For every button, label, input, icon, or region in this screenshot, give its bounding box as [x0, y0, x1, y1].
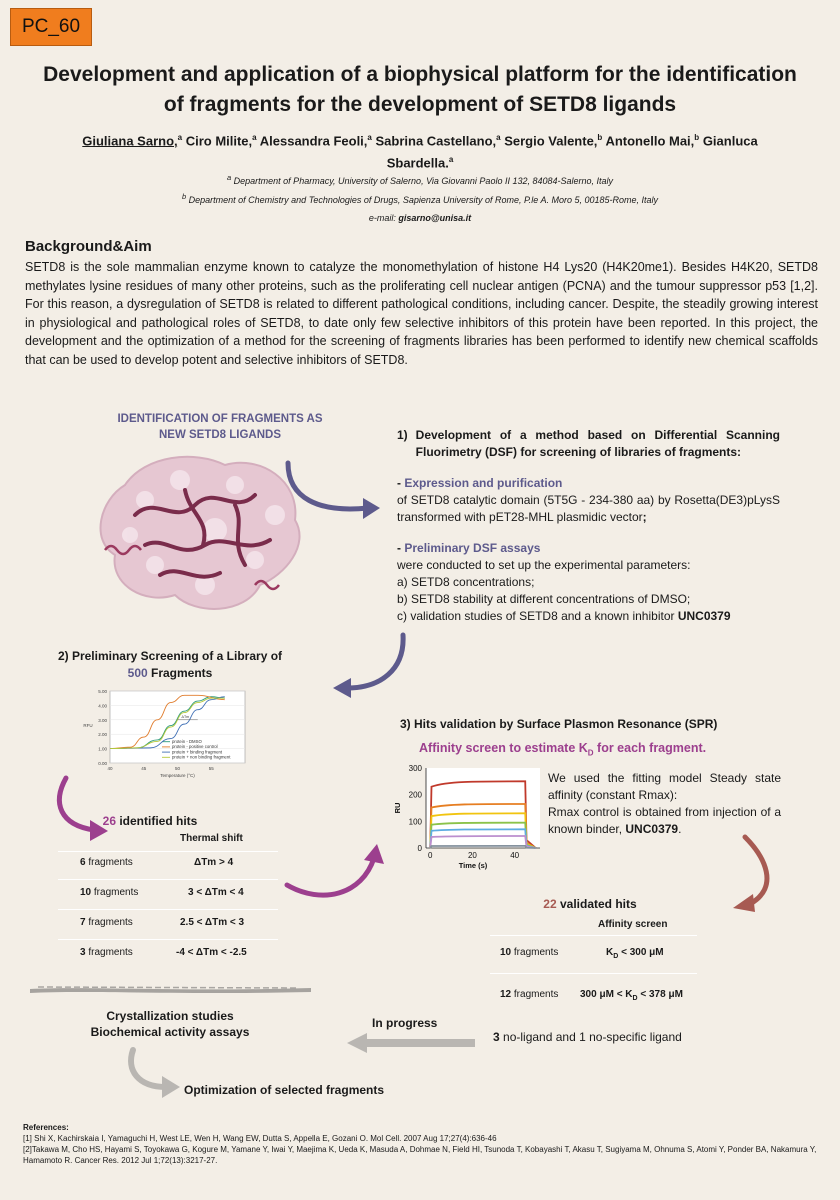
x-tick-label: 40 [510, 851, 520, 860]
y-tick-label: 0 [417, 844, 422, 853]
table-row: 6 fragments ΔTm > 4 [80, 857, 234, 868]
y-tick-label: 5.00 [98, 689, 107, 694]
poster-title: Development and application of a biophysical platform for the identification of fragments for the development of SETD8 ligands [43, 63, 797, 116]
spr-description: We used the fitting model Steady state affinity (constant Rmax): Rmax control is obtained from injection of a known binder, UNC0379. [548, 771, 781, 836]
author: Sergio Valente, [504, 133, 598, 149]
affiliation-b: $^b$ Department of Chemistry and Technologies of Drugs, Sapienza University of Rome, P.le A. Moro 5, 00185-Rome, Italy [181, 192, 659, 205]
curved-arrow-icon [282, 840, 392, 910]
legend-entry: protein - positive control [172, 744, 218, 750]
reference-item: [2]Takawa M, Cho HS, Hayami S, Toyokawa G, Kogure M, Yamane Y, Iwai Y, Maejima K, Ueda K, Masuda A, Dohmae N, Field HI, Tsunoda T, Kobayashi T, Akasu T, Sugiyama M, Ohnuma S, Atomi Y, Ponder BA, Nakamura Y, Hamamoto R. Cancer Res. 2012 Jul 1;72(13):3217-27. [23, 1145, 817, 1165]
section-2-heading: 2) Preliminary Screening of a Library of 500 Fragments [57, 649, 283, 680]
identified-hits-heading: 26 identified hits [102, 814, 198, 828]
table-row: 3 fragments -4 < ΔTm < -2.5 [80, 947, 247, 958]
y-tick-label: 300 [408, 764, 422, 773]
y-tick-label: 200 [408, 790, 422, 800]
curved-arrow-icon [42, 773, 117, 845]
section-1 [397, 427, 780, 625]
table-row: 7 fragments 2.5 < ΔTm < 3 [80, 917, 245, 928]
table-row: 10 fragments 3 < ΔTm < 4 [80, 887, 244, 898]
author: Antonello Mai, [605, 133, 695, 149]
y-tick-label: 100 [408, 817, 422, 827]
section-3-heading: 3) Hits validation by Surface Plasmon Resonance (SPR) [400, 717, 718, 731]
curved-arrow-icon [325, 630, 415, 700]
y-tick-label: 1.00 [98, 746, 107, 752]
section-3-subheading: Affinity screen to estimate $K_D$ for each fragment. [419, 741, 707, 758]
no-ligand-note: 3 no-ligand and 1 no-specific ligand [493, 1030, 682, 1044]
table-header: Thermal shift [180, 833, 243, 844]
x-axis-label: Time (s) [458, 861, 488, 870]
email-link[interactable]: gisarno@unisa.it [398, 213, 472, 223]
in-progress-label: In progress [372, 1016, 438, 1030]
validated-hits-heading: 22 validated hits [543, 897, 637, 911]
author: Sabrina Castellano, [375, 133, 497, 149]
x-tick-label: 55 [208, 766, 214, 771]
curved-arrow-icon [725, 832, 800, 917]
x-tick-label: 45 [141, 766, 147, 771]
table-header: Affinity screen [598, 919, 668, 930]
future-work: Crystallization studies Biochemical activity assays [90, 1009, 250, 1039]
y-axis-label: RFU [83, 723, 93, 728]
background-heading: Background&Aim [25, 238, 152, 255]
section-1-heading: 1) Development of a method based on Differential Scanning Fluorimetry (DSF) for screening of libraries of fragments: [397, 428, 780, 459]
author: Giuliana Sarno, [82, 133, 178, 149]
identification-heading: IDENTIFICATION OF FRAGMENTS AS NEW SETD8 LIGANDS [117, 413, 323, 441]
y-tick-label: 2.00 [98, 732, 107, 738]
dsf-block: - Preliminary DSF assays were conducted to set up the experimental parameters: a) SETD8 concentrations; b) SETD8 stability at different concentrations of DMSO; c) validation studies of SETD8 and a known inhibitor UNC0379 [397, 541, 731, 623]
reference-item: [1] Shi X, Kachirskaia I, Yamaguchi H, West LE, Wen H, Wang EW, Dutta S, Appella E, Gozani O. Mol Cell. 2007 Aug 17;27(4):636-46 [23, 1134, 497, 1143]
poster-code-badge: PC_60 [10, 8, 92, 46]
background-text: SETD8 is the sole mammalian enzyme known to catalyze the monomethylation of histone H4 Lys20 (H4K20me1). Besides H4K20, SETD8 methylates lysine residues of many other proteins, such as the proliferating cell nuclear antigen (PCNA) and the tumour suppressor p53 [1,2]. For this reason, a dysregulation of SETD8 is related to different pathological conditions, including cancer. Despite, the steadily growing interest in physiological and pathological roles of SETD8, to date only few selective inhibitors of this protein have been reported. In this project, the development and the optimization of a method for the screening of fragments libraries has been performed to identify new chemical scaffolds that can be used to develop potent and selective inhibitors of SETD8. [25, 260, 818, 367]
x-tick-label: 40 [107, 766, 113, 771]
curved-arrow-icon [118, 1045, 188, 1100]
delta-annotation: ΔTm [181, 714, 190, 719]
x-tick-label: 0 [427, 851, 433, 860]
references: References: [1] Shi X, Kachirskaia I, Yamaguchi H, West LE, Wen H, Wang EW, Dutta S, Appella E, Gozani O. Mol Cell. 2007 Aug 17;27(4):636-46 [2]Takawa M, Cho HS, Hayami S, Toyokawa G, Kogure M, Yamane Y, Iwai Y, Maejima K, Ueda K, Masuda A, Dohmae N, Field HI, Tsunoda T, Kobayashi T, Akasu T, Sugiyama M, Ohnuma S, Atomi Y, Ponder BA, Nakamura Y, Hamamoto R. Cancer Res. 2012 Jul 1;72(13):3217-27. [23, 1122, 823, 1166]
legend-entry: protein - DMSO [172, 739, 202, 744]
left-arrow-icon [345, 1032, 477, 1054]
affiliations [60, 170, 780, 226]
optimization-label: Optimization of selected fragments [184, 1083, 385, 1097]
y-axis-label: RU [393, 802, 402, 814]
x-tick-label: 20 [467, 851, 477, 860]
author-list: Giuliana Sarno,$^a$ Ciro Milite,$^a$ Alessandra Feoli,$^a$ Sabrina Castellano,$^a$ Sergio Valente,$^b$ Antonello Mai,$^b$ Gianluca Sbardella.$^a$ [82, 133, 758, 171]
y-tick-label: 4.00 [98, 703, 107, 709]
brush-divider [28, 983, 313, 997]
author: Alessandra Feoli, [259, 133, 368, 149]
curved-arrow-icon [278, 458, 388, 528]
affiliation-a: $^a$ Department of Pharmacy, University of Salerno, Via Giovanni Paolo II 132, 84084-Salerno, Italy [226, 173, 614, 186]
author: Ciro Milite, [185, 133, 253, 149]
x-axis-label: Temperature (°C) [160, 773, 195, 778]
legend-entry: protein + binding fragment [172, 749, 223, 755]
expression-block: - Expression and purification of SETD8 catalytic domain (5T5G - 234-380 aa) by Rosetta(DE3)pLysS transformed with pET28-MHL plasmidic vector; [397, 476, 780, 524]
legend-entry: protein + non binding fragment [172, 754, 231, 760]
y-tick-label: 3.00 [98, 717, 107, 723]
author: Gianluca Sbardella. [386, 133, 758, 171]
y-tick-label: 0.00 [98, 761, 107, 766]
spr-sensorgram-chart [388, 762, 543, 874]
email: e-mail: gisarno@unisa.it [368, 213, 472, 223]
x-tick-label: 50 [174, 766, 181, 771]
